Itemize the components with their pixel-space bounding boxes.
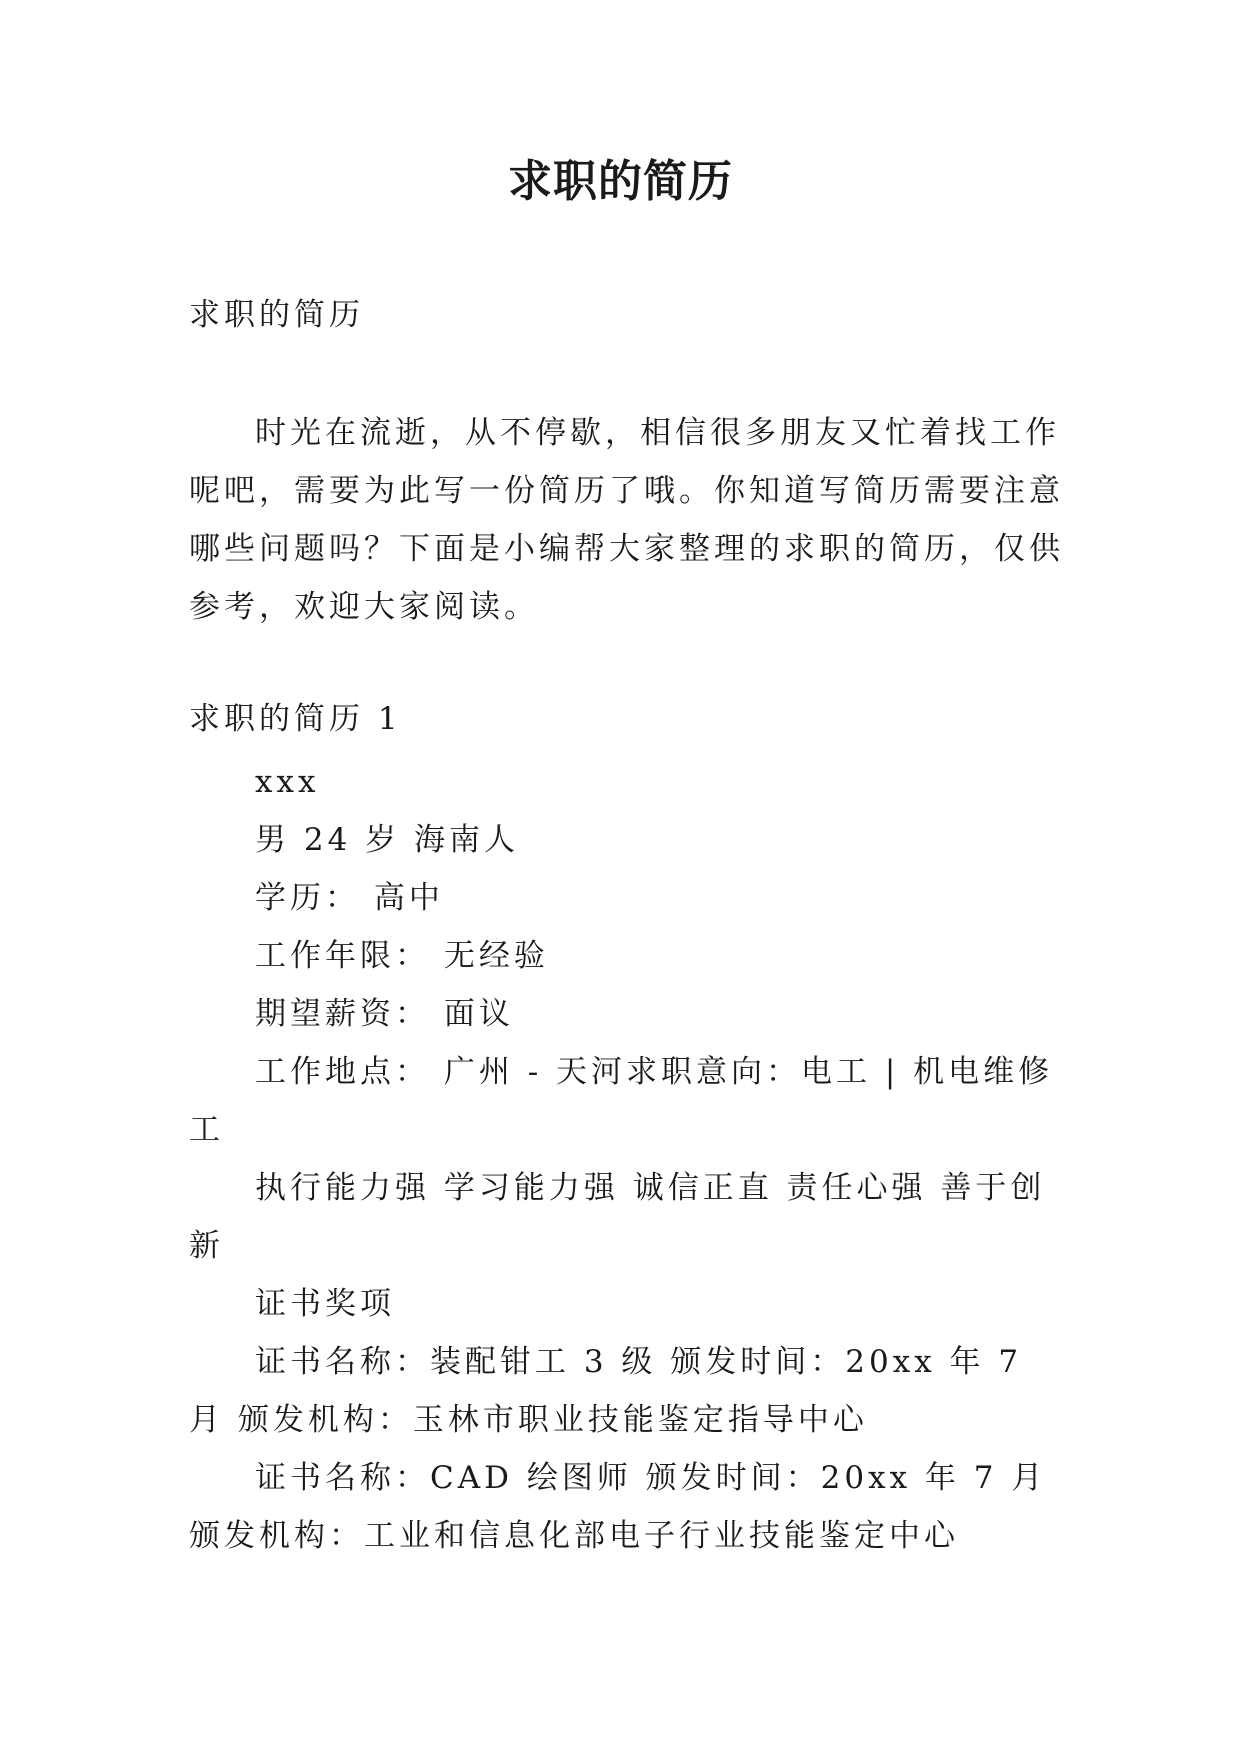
resume-strengths: 执行能力强 学习能力强 诚信正直 责任心强 善于创新 xyxy=(189,1170,1046,1264)
resume-location-intent: 工作地点： 广州 - 天河求职意向：电工 | 机电维修工 xyxy=(189,1054,1054,1148)
resume-work-years: 工作年限： 无经验 xyxy=(255,938,549,974)
intro-paragraph: 时光在流逝，从不停歇，相信很多朋友又忙着找工作呢吧，需要为此写一份简历了哦。你知道写简历需要注意哪些问题吗？下面是小编帮大家整理的求职的简历，仅供参考，欢迎大家阅读。 xyxy=(189,415,1064,625)
resume-name: xxx xyxy=(255,764,320,800)
resume-certificates-heading: 证书奖项 xyxy=(255,1286,395,1322)
resume-certificate-1: 证书名称：装配钳工 3 级 颁发时间：20xx 年 7 月 颁发机构：玉林市职业技能鉴定指导中心 xyxy=(189,1344,1023,1438)
resume-expected-salary: 期望薪资： 面议 xyxy=(255,996,514,1032)
resume-details xyxy=(189,753,1069,1565)
section-title: 求职的简历 1 xyxy=(189,701,402,737)
document-title: 求职的简历 xyxy=(508,156,733,207)
resume-basic-info: 男 24 岁 海南人 xyxy=(255,822,520,858)
resume-certificate-2: 证书名称：CAD 绘图师 颁发时间：20xx 年 7 月 颁发机构：工业和信息化部电子行业技能鉴定中心 xyxy=(189,1460,1047,1554)
resume-education: 学历： 高中 xyxy=(255,880,444,916)
document-subtitle: 求职的简历 xyxy=(189,297,364,333)
